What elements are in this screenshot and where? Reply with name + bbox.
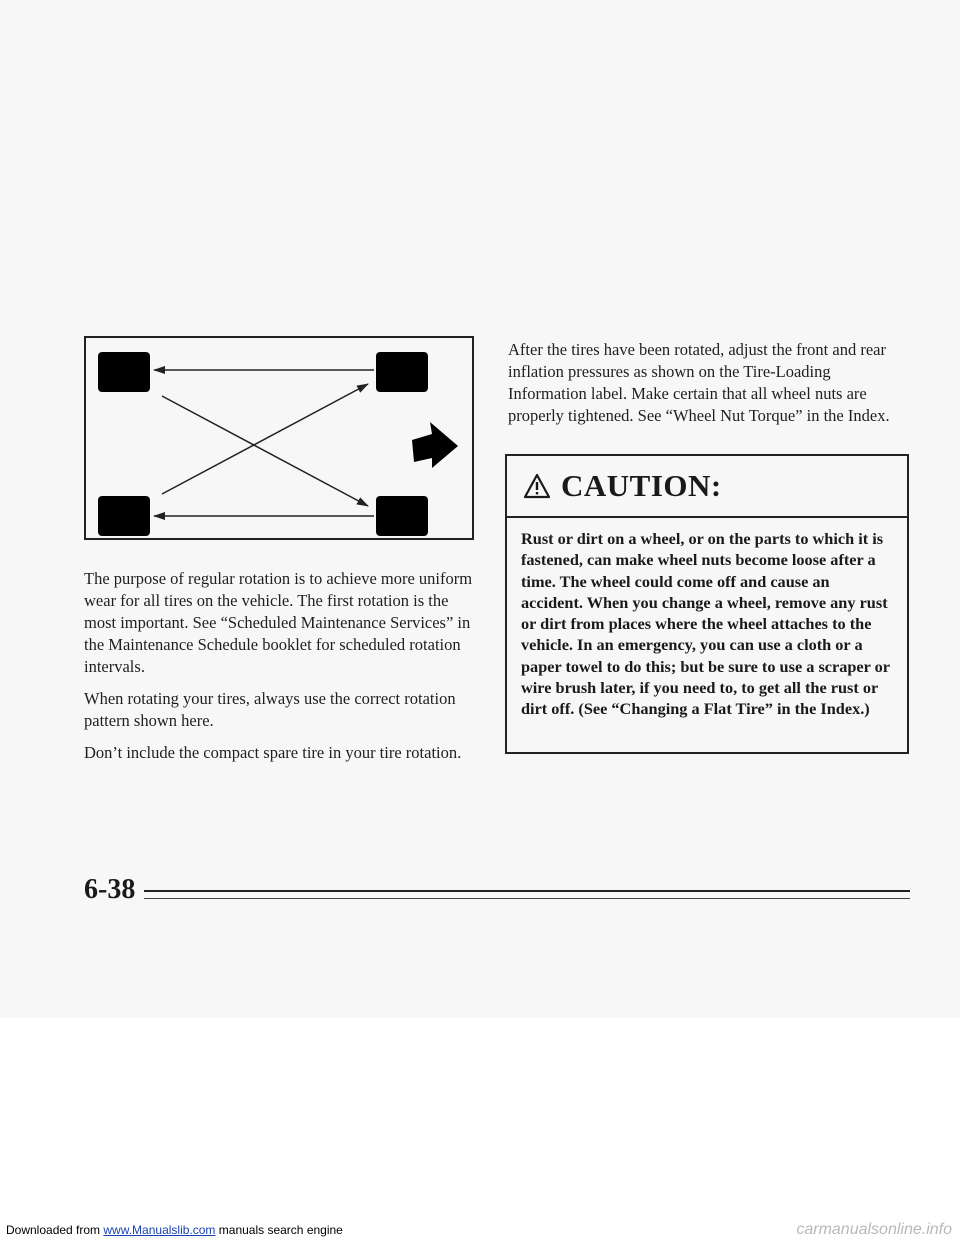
forward-arrow-icon [412, 422, 458, 468]
rotation-pattern-paragraph: When rotating your tires, always use the correct rotation pattern shown here. [84, 689, 456, 730]
right-column-text [508, 339, 908, 427]
rotation-pattern-graphic [86, 338, 472, 538]
footer-rule [144, 890, 910, 892]
compact-spare-paragraph: Don’t include the compact spare tire in your tire rotation. [84, 743, 462, 762]
left-column-text [84, 568, 484, 774]
inflation-paragraph: After the tires have been rotated, adjust the front and rear inflation pressures as shown on the Tire-Loading Information label. Make certain that all wheel nuts are properly tightened. See “Wheel Nut Torque” in the Index. [508, 340, 890, 425]
warning-triangle-icon [523, 473, 551, 499]
tire-rotation-diagram [84, 336, 474, 540]
front-right-tire-icon [376, 352, 428, 392]
caution-box [505, 454, 909, 754]
rear-right-tire-icon [376, 496, 428, 536]
watermark-text: carmanualsonline.info [796, 1221, 952, 1238]
footer-suffix: manuals search engine [215, 1223, 343, 1237]
caution-body: Rust or dirt on a wheel, or on the parts to which it is fastened, can make wheel nuts become loose after a time. The wheel could come off and cause an accident. When you change a wheel, remove any rust or dirt from places where the wheel attaches to the vehicle. In an emergency, you can use a cloth or a paper towel to do this; but be sure to use a scraper or wire brush later, if you need to, to get all the rust or dirt off. (See “Changing a Flat Tire” in the Index.) [521, 529, 890, 719]
download-footer [0, 1218, 960, 1242]
front-left-tire-icon [98, 352, 150, 392]
footer-rule-thin [144, 898, 910, 899]
rear-left-tire-icon [98, 496, 150, 536]
page-number: 6-38 [84, 874, 136, 905]
diagonal-to-rear-right-arrow-icon [162, 396, 368, 506]
caution-header [507, 456, 907, 518]
caution-title: CAUTION: [561, 468, 722, 503]
manualslib-link[interactable]: www.Manualslib.com [103, 1223, 216, 1237]
rotation-purpose-paragraph: The purpose of regular rotation is to achieve more uniform wear for all tires on the vehicle. The first rotation is the most important. See “Scheduled Maintenance Services” in the Maintenance Schedule booklet for scheduled rotation intervals. [84, 569, 473, 676]
footer-prefix: Downloaded from [6, 1223, 104, 1237]
diagonal-to-front-right-arrow-icon [162, 384, 368, 494]
